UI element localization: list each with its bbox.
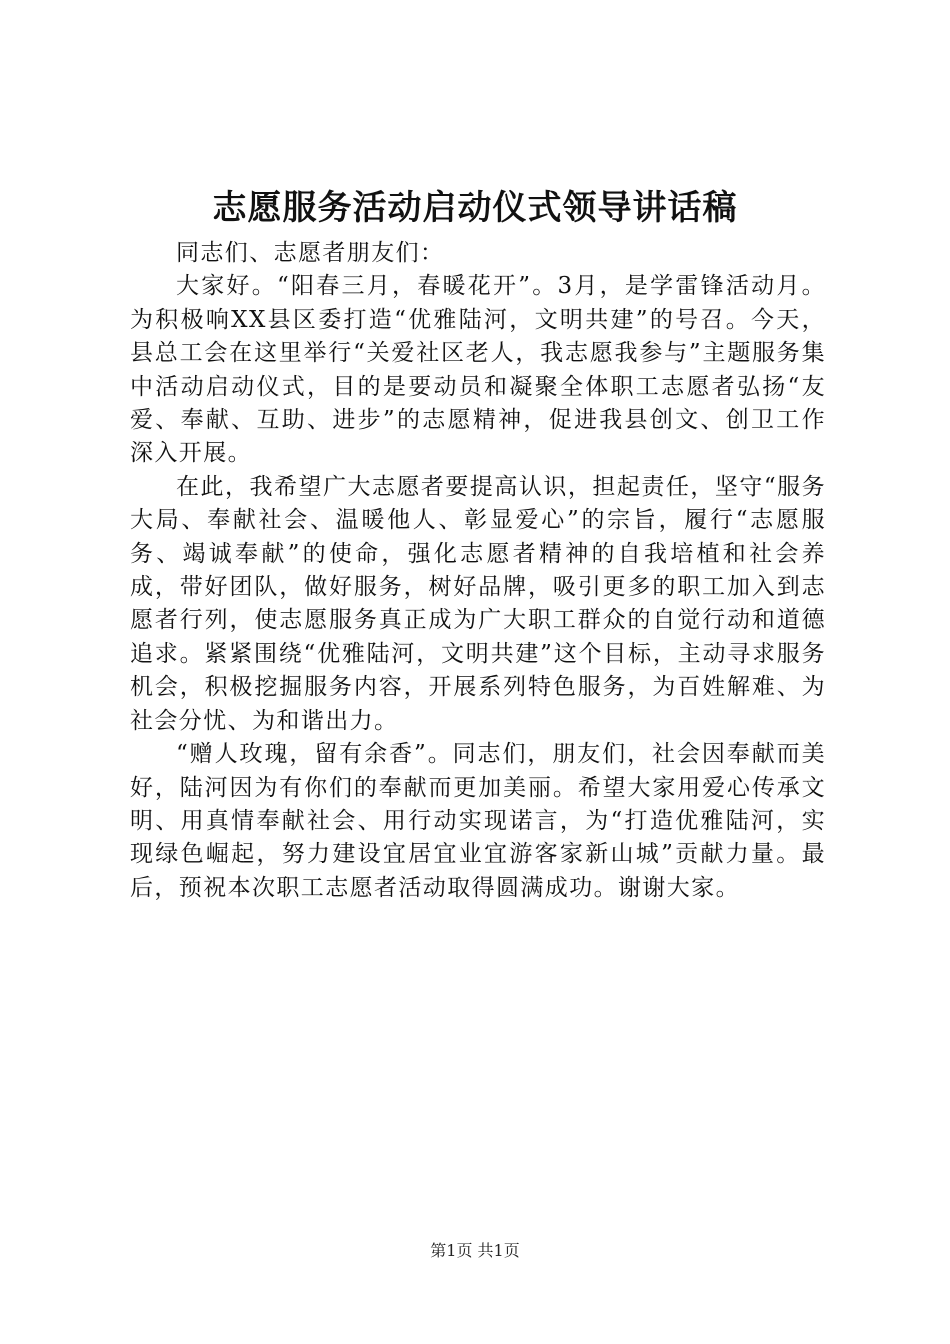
document-title: 志愿服务活动启动仪式领导讲话稿: [212, 188, 738, 228]
greeting-paragraph: 同志们、志愿者朋友们：: [176, 240, 445, 266]
page-number-footer: 第1页 共1页: [430, 1241, 520, 1260]
body-paragraph-3: “赠人玫瑰，留有余香”。同志们，朋友们，社会因奉献而美好，陆河因为有你们的奉献而更加美丽。希望大家用爱心传承文明、用真情奉献社会、用行动实现诺言，为“打造优雅陆河，实现绿色崛起，努力建设宜居宜业宜游客家新山城”贡献力量。最后，预祝本次职工志愿者活动取得圆满成功。谢谢大家。: [130, 741, 826, 901]
body-paragraph-1: 大家好。“阳春三月，春暖花开”。3月，是学雷锋活动月。为积极响XX县区委打造“优雅陆河，文明共建”的号召。今天，县总工会在这里举行“关爱社区老人，我志愿我参与”主题服务集中活动启动仪式，目的是要动员和凝聚全体职工志愿者弘扬“友爱、奉献、互助、进步”的志愿精神，促进我县创文、创卫工作深入开展。: [130, 273, 826, 467]
document-body: [130, 237, 826, 905]
body-paragraph-2: 在此，我希望广大志愿者要提高认识，担起责任，坚守“服务大局、奉献社会、温暖他人、彰显爱心”的宗旨，履行“志愿服务、竭诚奉献”的使命，强化志愿者精神的自我培植和社会养成，带好团队，做好服务，树好品牌，吸引更多的职工加入到志愿者行列，使志愿服务真正成为广大职工群众的自觉行动和道德追求。紧紧围绕“优雅陆河，文明共建”这个目标，主动寻求服务机会，积极挖掘服务内容，开展系列特色服务，为百姓解难、为社会分忧、为和谐出力。: [130, 473, 826, 734]
